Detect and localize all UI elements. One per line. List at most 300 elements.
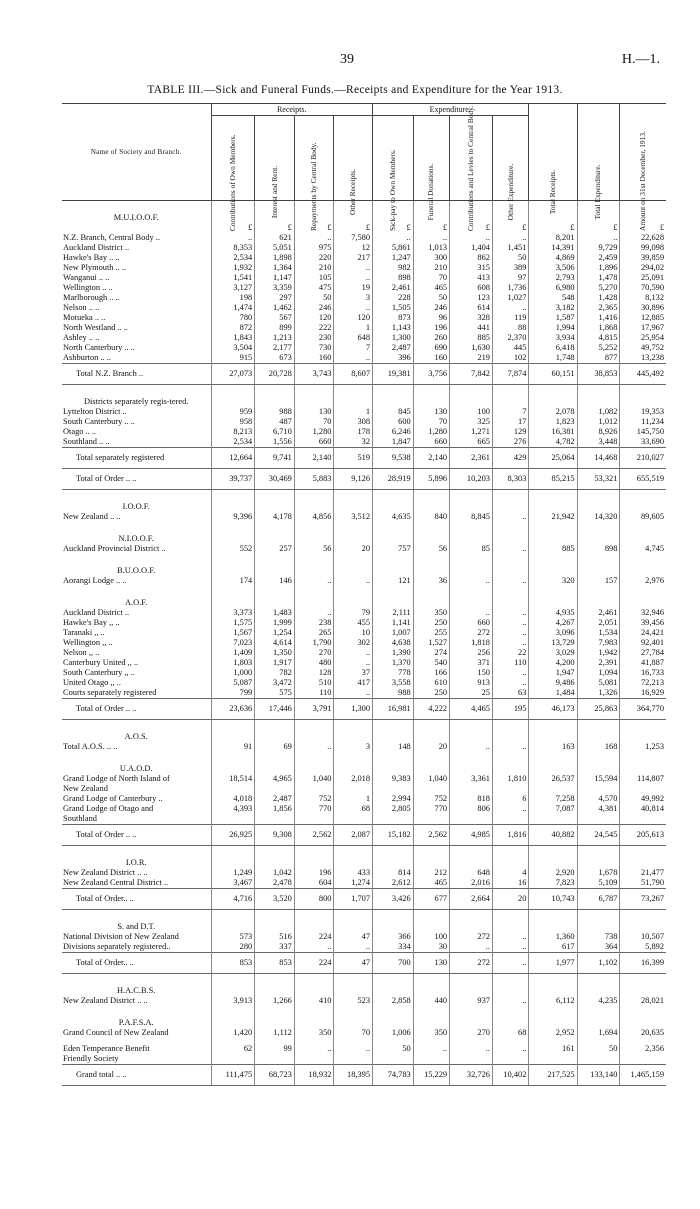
cell-value: .. xyxy=(334,942,373,953)
branch-name: Marlborough .. .. xyxy=(63,293,120,302)
cell-value xyxy=(334,974,373,997)
cell-value: 770 xyxy=(294,804,334,814)
cell-value: 1,300 xyxy=(373,333,414,343)
cell-value: 975 xyxy=(294,243,334,253)
cell-value: 130 xyxy=(294,407,334,417)
table-row xyxy=(62,1028,666,1038)
cell-value: 7 xyxy=(334,343,373,353)
cell-value xyxy=(294,814,334,825)
cell-value: 97 xyxy=(492,273,528,283)
cell-value: 265 xyxy=(294,628,334,638)
cell-value: 3,520 xyxy=(255,889,295,910)
cell-value: 2,920 xyxy=(529,868,577,878)
cell-value: 22,628 xyxy=(620,233,666,243)
cell-value: 99 xyxy=(255,1044,295,1054)
cell-value xyxy=(620,784,666,794)
table-row xyxy=(62,932,666,942)
cell-value: £ xyxy=(577,223,620,233)
cell-value: 27,784 xyxy=(620,648,666,658)
cell-value: 5,883 xyxy=(294,469,334,490)
cell-value xyxy=(529,1054,577,1065)
cell-value: .. xyxy=(450,742,493,752)
cell-value xyxy=(212,522,255,544)
cell-value: .. xyxy=(334,1044,373,1054)
cell-value: 600 xyxy=(373,417,414,427)
branch-name: Total of Order .. .. xyxy=(62,469,212,490)
cell-value xyxy=(450,814,493,825)
cell-value: 69 xyxy=(255,742,295,752)
branch-name: Nelson ,, .. xyxy=(63,648,100,657)
cell-value: £ xyxy=(450,223,493,233)
cell-value: 133,140 xyxy=(577,1065,620,1086)
header-total-receipts: Total Receipts. xyxy=(529,104,577,201)
cell-value: 270 xyxy=(294,648,334,658)
cell-value: 19,381 xyxy=(373,364,414,385)
cell-value: .. xyxy=(334,688,373,699)
cell-value: 1,013 xyxy=(413,243,449,253)
cell-value: 250 xyxy=(413,618,449,628)
cell-value xyxy=(492,814,528,825)
cell-value: 7,580 xyxy=(334,233,373,243)
cell-value: 2,976 xyxy=(620,576,666,586)
cell-value: 25,863 xyxy=(577,699,620,720)
branch-name xyxy=(62,223,212,233)
cell-value: 25,954 xyxy=(620,333,666,343)
cell-value: 196 xyxy=(413,323,449,333)
cell-value: 516 xyxy=(255,932,295,942)
cell-value: 1,818 xyxy=(450,638,493,648)
cell-value: 91 xyxy=(212,742,255,752)
cell-value xyxy=(255,910,295,933)
cell-value: 840 xyxy=(413,512,449,522)
cell-value: 10,203 xyxy=(450,469,493,490)
cell-value xyxy=(373,784,414,794)
cell-value: 3,756 xyxy=(413,364,449,385)
cell-value: .. xyxy=(450,1044,493,1054)
cell-value: 1,748 xyxy=(529,353,577,364)
cell-value: 1,465,159 xyxy=(620,1065,666,1086)
cell-value: 1,027 xyxy=(492,293,528,303)
cell-value xyxy=(334,910,373,933)
cell-value: 465 xyxy=(413,283,449,293)
cell-value xyxy=(450,910,493,933)
cell-value xyxy=(413,1006,449,1028)
cell-value: 14,320 xyxy=(577,512,620,522)
cell-value xyxy=(294,586,334,608)
cell-value: 85 xyxy=(450,544,493,554)
branch-name: Taranaki ,, .. xyxy=(63,628,105,637)
cell-value: 673 xyxy=(255,353,295,364)
cell-value: 2,016 xyxy=(450,878,493,889)
branch-name: Ashburton .. .. xyxy=(63,353,111,362)
header-sick-pay: Sick-pay to Own Members. xyxy=(373,116,414,201)
society-heading-row xyxy=(62,586,666,608)
cell-value: 8,607 xyxy=(334,364,373,385)
cell-value: 3,558 xyxy=(373,678,414,688)
cell-value: 99,098 xyxy=(620,243,666,253)
cell-value: 16,929 xyxy=(620,688,666,699)
cell-value xyxy=(577,720,620,743)
cell-value xyxy=(413,814,449,825)
cell-value: .. xyxy=(492,668,528,678)
cell-value: 25,064 xyxy=(529,448,577,469)
cell-value: 40,882 xyxy=(529,825,577,846)
table-row xyxy=(62,407,666,417)
cell-value: 2,664 xyxy=(450,889,493,910)
cell-value: 3,791 xyxy=(294,699,334,720)
cell-value: 163 xyxy=(529,742,577,752)
cell-value xyxy=(294,910,334,933)
cell-value: 161 xyxy=(529,1044,577,1054)
cell-value: 818 xyxy=(450,794,493,804)
cell-value: 1,541 xyxy=(212,273,255,283)
cell-value: 114,807 xyxy=(620,774,666,784)
cell-value: 16,981 xyxy=(373,699,414,720)
cell-value: 39,456 xyxy=(620,618,666,628)
cell-value: 270 xyxy=(450,1028,493,1038)
cell-value xyxy=(413,910,449,933)
cell-value: 396 xyxy=(373,353,414,364)
cell-value: 205,613 xyxy=(620,825,666,846)
cell-value: 230 xyxy=(294,333,334,343)
cell-value xyxy=(577,814,620,825)
cell-value: 898 xyxy=(373,273,414,283)
cell-value: 238 xyxy=(294,618,334,628)
cell-value: 1,143 xyxy=(373,323,414,333)
cell-value: 20,635 xyxy=(620,1028,666,1038)
table-row xyxy=(62,608,666,618)
cell-value xyxy=(373,720,414,743)
cell-value xyxy=(413,385,449,408)
cell-value: 5,252 xyxy=(577,343,620,353)
cell-value: 121 xyxy=(373,576,414,586)
cell-value: 129 xyxy=(492,427,528,437)
cell-value: £ xyxy=(492,223,528,233)
cell-value: £ xyxy=(334,223,373,233)
society-heading-row xyxy=(62,1006,666,1028)
cell-value: 433 xyxy=(334,868,373,878)
cell-value: 102 xyxy=(492,353,528,364)
cell-value: 47 xyxy=(334,932,373,942)
table-row xyxy=(62,437,666,448)
branch-name: Courts separately registered xyxy=(63,688,157,697)
branch-name: South Canterbury .. .. xyxy=(63,417,135,426)
society-name: A.O.F. xyxy=(125,598,148,607)
cell-value xyxy=(620,910,666,933)
cell-value: .. xyxy=(334,353,373,364)
cell-value xyxy=(212,720,255,743)
cell-value: 738 xyxy=(577,932,620,942)
cell-value: 799 xyxy=(212,688,255,699)
cell-value: 1,567 xyxy=(212,628,255,638)
cell-value: 11,234 xyxy=(620,417,666,427)
cell-value xyxy=(255,522,295,544)
cell-value: 26,925 xyxy=(212,825,255,846)
cell-value: 4,716 xyxy=(212,889,255,910)
cell-value: 88 xyxy=(492,323,528,333)
cell-value: 885 xyxy=(450,333,493,343)
cell-value: 1,999 xyxy=(255,618,295,628)
cell-value: 1,364 xyxy=(255,263,295,273)
cell-value xyxy=(529,490,577,513)
cell-value: 105 xyxy=(294,273,334,283)
cell-value: 40,814 xyxy=(620,804,666,814)
cell-value: 480 xyxy=(294,658,334,668)
cell-value: 21,942 xyxy=(529,512,577,522)
cell-value: 12,664 xyxy=(212,448,255,469)
cell-value: 1,040 xyxy=(413,774,449,784)
cell-value: 4,200 xyxy=(529,658,577,668)
cell-value: 1,942 xyxy=(577,648,620,658)
cell-value: 14,391 xyxy=(529,243,577,253)
cell-value: 4,965 xyxy=(255,774,295,784)
cell-value: 1,868 xyxy=(577,323,620,333)
cell-value: 32,726 xyxy=(450,1065,493,1086)
cell-value: 1,404 xyxy=(450,243,493,253)
cell-value xyxy=(450,522,493,544)
table-row xyxy=(62,678,666,688)
cell-value: 272 xyxy=(450,953,493,974)
cell-value: 1,847 xyxy=(373,437,414,448)
cell-value: 1,007 xyxy=(373,628,414,638)
cell-value: 959 xyxy=(212,407,255,417)
cell-value: 21,477 xyxy=(620,868,666,878)
cell-value xyxy=(334,554,373,576)
cell-value: 1,587 xyxy=(529,313,577,323)
cell-value: 8,303 xyxy=(492,469,528,490)
branch-name: Grand Lodge of Canterbury .. xyxy=(63,794,163,803)
cell-value xyxy=(413,846,449,869)
cell-value: 1,707 xyxy=(334,889,373,910)
cell-value xyxy=(334,586,373,608)
cell-value: 3 xyxy=(334,742,373,752)
branch-name: Hawke's Bay ,, .. xyxy=(63,618,120,627)
cell-value: 1,790 xyxy=(294,638,334,648)
cell-value: 3,029 xyxy=(529,648,577,658)
cell-value xyxy=(334,720,373,743)
cell-value: £ xyxy=(212,223,255,233)
cell-value xyxy=(212,752,255,774)
cell-value: 6,710 xyxy=(255,427,295,437)
cell-value xyxy=(529,910,577,933)
cell-value: 389 xyxy=(492,263,528,273)
cell-value: 814 xyxy=(373,868,414,878)
cell-value: 1,994 xyxy=(529,323,577,333)
cell-value: 89,605 xyxy=(620,512,666,522)
cell-value: 246 xyxy=(294,303,334,313)
cell-value: 328 xyxy=(450,313,493,323)
cell-value: 320 xyxy=(529,576,577,586)
cell-value xyxy=(212,814,255,825)
cell-value: 1,678 xyxy=(577,868,620,878)
cell-value xyxy=(577,752,620,774)
cell-value: 7,983 xyxy=(577,638,620,648)
cell-value: 217,525 xyxy=(529,1065,577,1086)
header-interest-rent: Interest and Rent. xyxy=(255,116,295,201)
cell-value: 3,467 xyxy=(212,878,255,889)
table-row xyxy=(62,323,666,333)
cell-value xyxy=(492,586,528,608)
cell-value: 15,182 xyxy=(373,825,414,846)
total-row xyxy=(62,825,666,846)
cell-value xyxy=(620,586,666,608)
cell-value: 228 xyxy=(373,293,414,303)
cell-value xyxy=(492,1006,528,1028)
table-body xyxy=(62,201,666,1086)
cell-value: 540 xyxy=(413,658,449,668)
cell-value: 1 xyxy=(334,407,373,417)
cell-value: 30,896 xyxy=(620,303,666,313)
cell-value: 2,087 xyxy=(334,825,373,846)
branch-name: Southland .. .. xyxy=(63,437,110,446)
table-row xyxy=(62,878,666,889)
cell-value: £ xyxy=(373,223,414,233)
cell-value: 6,418 xyxy=(529,343,577,353)
cell-value: 1 xyxy=(334,323,373,333)
cell-value: 614 xyxy=(450,303,493,313)
cell-value: 441 xyxy=(450,323,493,333)
cell-value: 898 xyxy=(577,544,620,554)
header-name: Name of Society and Branch. xyxy=(62,104,212,201)
cell-value: 913 xyxy=(450,678,493,688)
cell-value xyxy=(294,752,334,774)
cell-value: 39,737 xyxy=(212,469,255,490)
cell-value: 96 xyxy=(413,313,449,323)
society-heading-row xyxy=(62,554,666,576)
cell-value: 1,505 xyxy=(373,303,414,313)
cell-value: 1,390 xyxy=(373,648,414,658)
cell-value xyxy=(529,385,577,408)
cell-value: 1,147 xyxy=(255,273,295,283)
table-row xyxy=(62,576,666,586)
cell-value xyxy=(529,846,577,869)
cell-value: 166 xyxy=(413,668,449,678)
cell-value: 2,361 xyxy=(450,448,493,469)
cell-value: 519 xyxy=(334,448,373,469)
cell-value: 648 xyxy=(450,868,493,878)
cell-value xyxy=(577,586,620,608)
cell-value: 3,506 xyxy=(529,263,577,273)
cell-value xyxy=(373,752,414,774)
cell-value xyxy=(492,385,528,408)
cell-value: 1,843 xyxy=(212,333,255,343)
cell-value: 2,461 xyxy=(373,283,414,293)
cell-value: .. xyxy=(492,742,528,752)
cell-value: 123 xyxy=(450,293,493,303)
table-row xyxy=(62,273,666,283)
cell-value: 2,177 xyxy=(255,343,295,353)
table-row xyxy=(62,618,666,628)
cell-value: .. xyxy=(373,233,414,243)
cell-value: 37 xyxy=(334,668,373,678)
cell-value: 7,823 xyxy=(529,878,577,889)
cell-value: 3,512 xyxy=(334,512,373,522)
cell-value: 222 xyxy=(294,323,334,333)
cell-value: 39,859 xyxy=(620,253,666,263)
cell-value xyxy=(212,490,255,513)
cell-value xyxy=(212,1006,255,1028)
table-row xyxy=(62,223,666,233)
cell-value xyxy=(577,554,620,576)
branch-name: New Zealand .. .. xyxy=(63,512,121,521)
cell-value: 778 xyxy=(373,668,414,678)
cell-value: 1,556 xyxy=(255,437,295,448)
cell-value: 548 xyxy=(529,293,577,303)
cell-value xyxy=(577,846,620,869)
cell-value xyxy=(255,752,295,774)
cell-value xyxy=(577,910,620,933)
cell-value: 7,258 xyxy=(529,794,577,804)
cell-value: 2,487 xyxy=(255,794,295,804)
cell-value: 1,977 xyxy=(529,953,577,974)
society-heading-row xyxy=(62,846,666,869)
cell-value: 417 xyxy=(334,678,373,688)
cell-value: .. xyxy=(334,648,373,658)
cell-value: 62 xyxy=(212,1044,255,1054)
cell-value: 15,594 xyxy=(577,774,620,784)
cell-value: 38,853 xyxy=(577,364,620,385)
cell-value: 7 xyxy=(492,407,528,417)
cell-value: 1,947 xyxy=(529,668,577,678)
cell-value: 7,874 xyxy=(492,364,528,385)
cell-value: 63 xyxy=(492,688,528,699)
cell-value xyxy=(413,752,449,774)
cell-value xyxy=(373,1006,414,1028)
cell-value: 17,446 xyxy=(255,699,295,720)
cell-value: 6 xyxy=(492,794,528,804)
cell-value: 2,534 xyxy=(212,253,255,263)
cell-value: 1,280 xyxy=(413,427,449,437)
cell-value: 2,487 xyxy=(373,343,414,353)
branch-name: N.Z. Branch, Central Body .. xyxy=(63,233,160,242)
society-heading-row xyxy=(62,490,666,513)
table-row xyxy=(62,427,666,437)
cell-value xyxy=(255,974,295,997)
cell-value: 660 xyxy=(413,437,449,448)
society-name: M.U.I.O.O.F. xyxy=(113,213,159,222)
cell-value: 49,752 xyxy=(620,343,666,353)
cell-value: .. xyxy=(450,233,493,243)
cell-value: 70,590 xyxy=(620,283,666,293)
cell-value: 12 xyxy=(334,243,373,253)
cell-value: 853 xyxy=(255,953,295,974)
cell-value: 1,280 xyxy=(294,427,334,437)
cell-value: 27,073 xyxy=(212,364,255,385)
cell-value: 1,420 xyxy=(212,1028,255,1038)
cell-value: 1,271 xyxy=(450,427,493,437)
branch-name: New Zealand District .. .. xyxy=(63,996,148,1005)
total-row xyxy=(62,889,666,910)
cell-value: 24,545 xyxy=(577,825,620,846)
header-other-receipts: Other Receipts. xyxy=(334,116,373,201)
cell-value: .. xyxy=(492,303,528,313)
cell-value xyxy=(492,554,528,576)
cell-value xyxy=(492,846,528,869)
cell-value: 2,018 xyxy=(334,774,373,784)
cell-value: 50 xyxy=(492,253,528,263)
cell-value: 210 xyxy=(413,263,449,273)
cell-value: 210 xyxy=(294,263,334,273)
cell-value: 1,462 xyxy=(255,303,295,313)
cell-value: 13,238 xyxy=(620,353,666,364)
cell-value: 6,246 xyxy=(373,427,414,437)
table-row xyxy=(62,668,666,678)
cell-value xyxy=(620,554,666,576)
cell-value: 4,570 xyxy=(577,794,620,804)
cell-value: 1,254 xyxy=(255,628,295,638)
cell-value: 111,475 xyxy=(212,1065,255,1086)
header-levies-central: Contributions and Levies to Central Body. xyxy=(450,116,493,201)
